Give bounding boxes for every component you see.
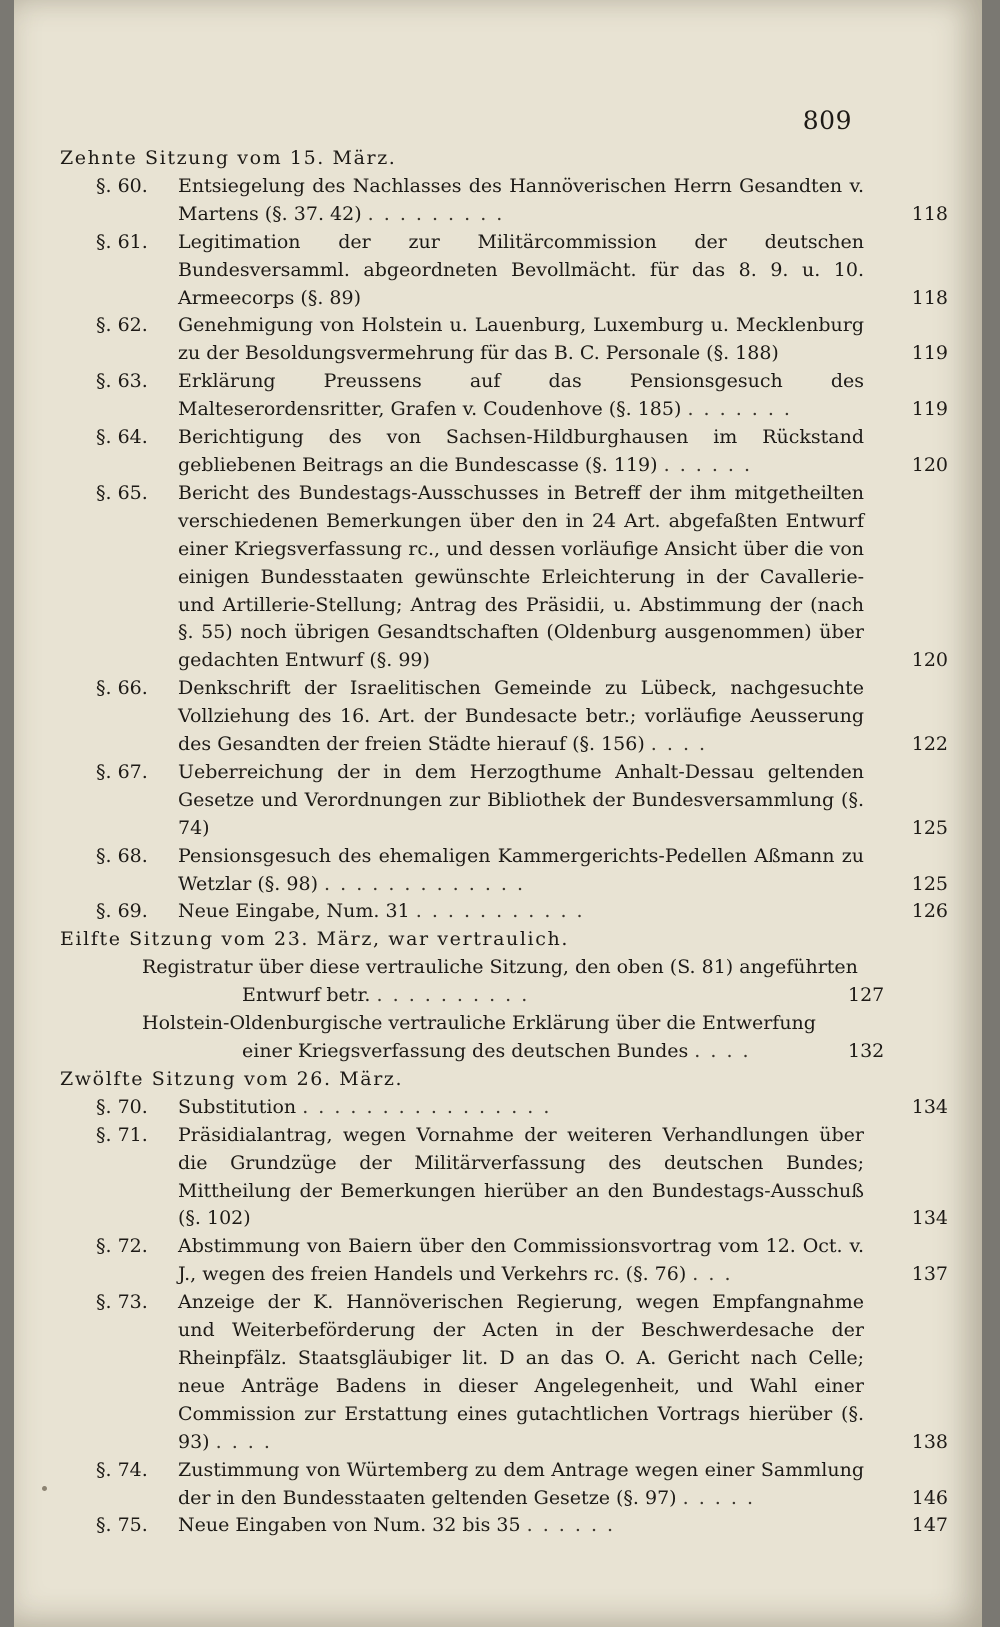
entry-number: §. 72. [96, 1235, 148, 1258]
entry-number: §. 63. [96, 370, 148, 393]
entry-page: 119 [911, 398, 948, 421]
entry-page: 118 [911, 202, 948, 225]
entry-page: 146 [911, 1486, 948, 1509]
entry-page: 137 [911, 1263, 948, 1286]
entry-text: Berichtigung des von Sachsen-Hildburghausen im Rückstand gebliebenen Beitrags an die Bundescasse (§. 119) [178, 426, 864, 476]
entry-page: 120 [911, 453, 948, 476]
entry-page: 125 [911, 816, 948, 839]
entry-page: 125 [911, 872, 948, 895]
toc-entry [14, 480, 982, 675]
toc-entry: §. 63. Erklärung Preussens auf das Pensionsgesuch des Malteserordensritter, Grafen v. Coudenhove (§. 185) . . . . . . . 119 [14, 368, 982, 424]
entry-text: Bericht des Bundestags-Ausschusses in Betreff der ihm mitgetheilten verschiedenen Bemerkungen über den in 24 Art. abgefaßten Entwurf einer Kriegsverfassung rc., und dessen vorläufige Ansicht über die von einigen Bundesstaaten gewünschte Erleichterung in der Cavallerie- und Artillerie-Stellung; Antrag des Präsidii, u. Abstimmung der (nach §. 55) noch übrigen Gesandtschaften (Oldenburg ausgenommen) über gedachten Entwurf (§. 99) [178, 481, 864, 672]
entry-text: Entsiegelung des Nachlasses des Hannöverischen Herrn Gesandten v. Martens (§. 37. 42) [178, 174, 864, 225]
entry-text: Ueberreichung der in dem Herzogthume Anhalt-Dessau geltenden Gesetze und Verordnungen zur Bibliothek der Bundesversammlung (§. 74) [178, 760, 864, 839]
entry-text: Substitution [178, 1095, 297, 1118]
entry-number: §. 75. [96, 1514, 148, 1537]
entry-number: §. 67. [96, 760, 148, 783]
entry-text: Holstein-Oldenburgische vertrauliche Erklärung über die Entwerfung einer Kriegsverfassung des deutschen Bundes [142, 1012, 816, 1062]
toc-entry: §. 68. Pensionsgesuch des ehemaligen Kammergerichts-Pedellen Aßmann zu Wetzlar (§. 98) . . . . . . . . . . . . . 125 [14, 843, 982, 899]
entry-text: Legitimation der zur Militärcommission der deutschen Bundesversamml. abgeordneten Bevollmächt. für das 8. 9. u. 10. Armeecorps (§. 89) [178, 230, 864, 309]
entry-page: 126 [911, 900, 948, 923]
section-heading: Eilfte Sitzung vom 23. März, war vertraulich. [60, 928, 569, 951]
entry-number: §. 62. [96, 314, 148, 337]
entry-number: §. 68. [96, 844, 148, 867]
entry-text: Zustimmung von Würtemberg zu dem Antrage wegen einer Sammlung der in den Bundesstaaten geltenden Gesetze (§. 97) [178, 1458, 864, 1509]
book-page [14, 0, 982, 1627]
paper-blemish [42, 1486, 47, 1491]
entry-text: Neue Eingabe, Num. 31 [178, 900, 410, 923]
entry-page: 119 [911, 342, 948, 365]
entry-text: Neue Eingaben von Num. 32 bis 35 [178, 1514, 521, 1537]
entry-number: §. 61. [96, 230, 148, 253]
entry-page: 122 [911, 733, 948, 756]
entry-number: §. 74. [96, 1458, 148, 1481]
toc-entry: §. 70. Substitution . . . . . . . . . . . . . . . . 134 [14, 1094, 982, 1122]
toc-entry: §. 73. Anzeige der K. Hannöverischen Regierung, wegen Empfangnahme und Weiterbeförderung der Acten in der Beschwerdesache der Rheinpfälz. Staatsgläubiger lit. D an das O. A. Gericht nach Celle; neue Anträge Badens in dieser Angelegenheit, und Wahl einer Commission zur Erstattung eines gutachtlichen Vortrags hierüber (§. 93) . . . . 138 [14, 1289, 982, 1456]
toc-entry: §. 75. Neue Eingaben von Num. 32 bis 35 . . . . . . 147 [14, 1512, 982, 1540]
entry-page: 134 [911, 1095, 948, 1118]
entry-number: §. 70. [96, 1095, 148, 1118]
toc-entry [14, 759, 982, 843]
entry-number: §. 69. [96, 900, 148, 923]
entry-number: §. 65. [96, 481, 148, 504]
entry-number: §. 64. [96, 426, 148, 449]
table-of-contents [14, 145, 982, 1540]
toc-entry [14, 1122, 982, 1234]
section-heading: Zehnte Sitzung vom 15. März. [60, 147, 397, 169]
entry-text: Pensionsgesuch des ehemaligen Kammergerichts-Pedellen Aßmann zu Wetzlar (§. 98) [178, 844, 864, 895]
entry-text: Genehmigung von Holstein u. Lauenburg, Luxemburg u. Mecklenburg zu der Besoldungsvermehrung für das B. C. Personale (§. 188) [178, 314, 864, 365]
toc-entry: §. 60. Entsiegelung des Nachlasses des Hannöverischen Herrn Gesandten v. Martens (§. 37. 42) . . . . . . . . . 118 [14, 173, 982, 229]
toc-entry [14, 312, 982, 368]
entry-text: Anzeige der K. Hannöverischen Regierung, wegen Empfangnahme und Weiterbeförderung der Acten in der Beschwerdesache der Rheinpfälz. Staatsgläubiger lit. D an das O. A. Gericht nach Celle; neue Anträge Badens in dieser Angelegenheit, und Wahl einer Commission zur Erstattung eines gutachtlichen Vortrags hierüber (§. 93) [178, 1291, 864, 1453]
entry-text: Präsidialantrag, wegen Vornahme der weiteren Verhandlungen über die Grundzüge der Militärverfassung des deutschen Bundes; Mittheilung der Bemerkungen hierüber an den Bundestags-Ausschuß (§. 102) [178, 1123, 864, 1230]
page-number: 809 [802, 106, 852, 135]
entry-page: 120 [911, 649, 948, 672]
entry-text: Registratur über diese vertrauliche Sitzung, den oben (S. 81) angeführten Entwurf betr. [142, 956, 858, 1007]
toc-entry: §. 72. Abstimmung von Baiern über den Commissionsvortrag vom 12. Oct. v. J., wegen des freien Handels und Verkehrs rc. (§. 76) . . . 137 [14, 1233, 982, 1289]
entry-page: 138 [911, 1430, 948, 1453]
entry-page: 147 [911, 1514, 948, 1537]
toc-entry: §. 66. Denkschrift der Israelitischen Gemeinde zu Lübeck, nachgesuchte Vollziehung des 16. Art. der Bundesacte betr.; vorläufige Aeusserung des Gesandten der freien Städte hierauf (§. 156) . . . . 122 [14, 675, 982, 759]
toc-entry: §. 69. Neue Eingabe, Num. 31 . . . . . . . . . . . 126 [14, 898, 982, 926]
toc-entry: §. 64. Berichtigung des von Sachsen-Hildburghausen im Rückstand gebliebenen Beitrags an die Bundescasse (§. 119) . . . . . . 120 [14, 424, 982, 480]
entry-text: Erklärung Preussens auf das Pensionsgesuch des Malteserordensritter, Grafen v. Coudenhove (§. 185) [178, 370, 864, 421]
entry-text: Abstimmung von Baiern über den Commissionsvortrag vom 12. Oct. v. J., wegen des freien Handels und Verkehrs rc. (§. 76) [178, 1235, 864, 1286]
section-heading: Zwölfte Sitzung vom 26. März. [60, 1067, 404, 1090]
entry-text: Denkschrift der Israelitischen Gemeinde zu Lübeck, nachgesuchte Vollziehung des 16. Art. der Bundesacte betr.; vorläufige Aeusserung des Gesandten der freien Städte hierauf (§. 156) [178, 677, 864, 756]
toc-entry: Holstein-Oldenburgische vertrauliche Erklärung über die Entwerfung einer Kriegsverfassung des deutschen Bundes . . . . 132 [142, 1012, 885, 1062]
entry-number: §. 73. [96, 1291, 148, 1314]
entry-number: §. 71. [96, 1123, 148, 1146]
toc-entry: Registratur über diese vertrauliche Sitzung, den oben (S. 81) angeführten Entwurf betr. . . . . . . . . . . 127 [142, 956, 885, 1007]
entry-page: 118 [911, 286, 948, 309]
toc-entry [14, 229, 982, 313]
entry-number: §. 60. [96, 174, 148, 197]
entry-number: §. 66. [96, 677, 148, 700]
toc-entry: §. 74. Zustimmung von Würtemberg zu dem Antrage wegen einer Sammlung der in den Bundesstaaten geltenden Gesetze (§. 97) . . . . . 146 [14, 1457, 982, 1513]
entry-page: 134 [911, 1207, 948, 1230]
